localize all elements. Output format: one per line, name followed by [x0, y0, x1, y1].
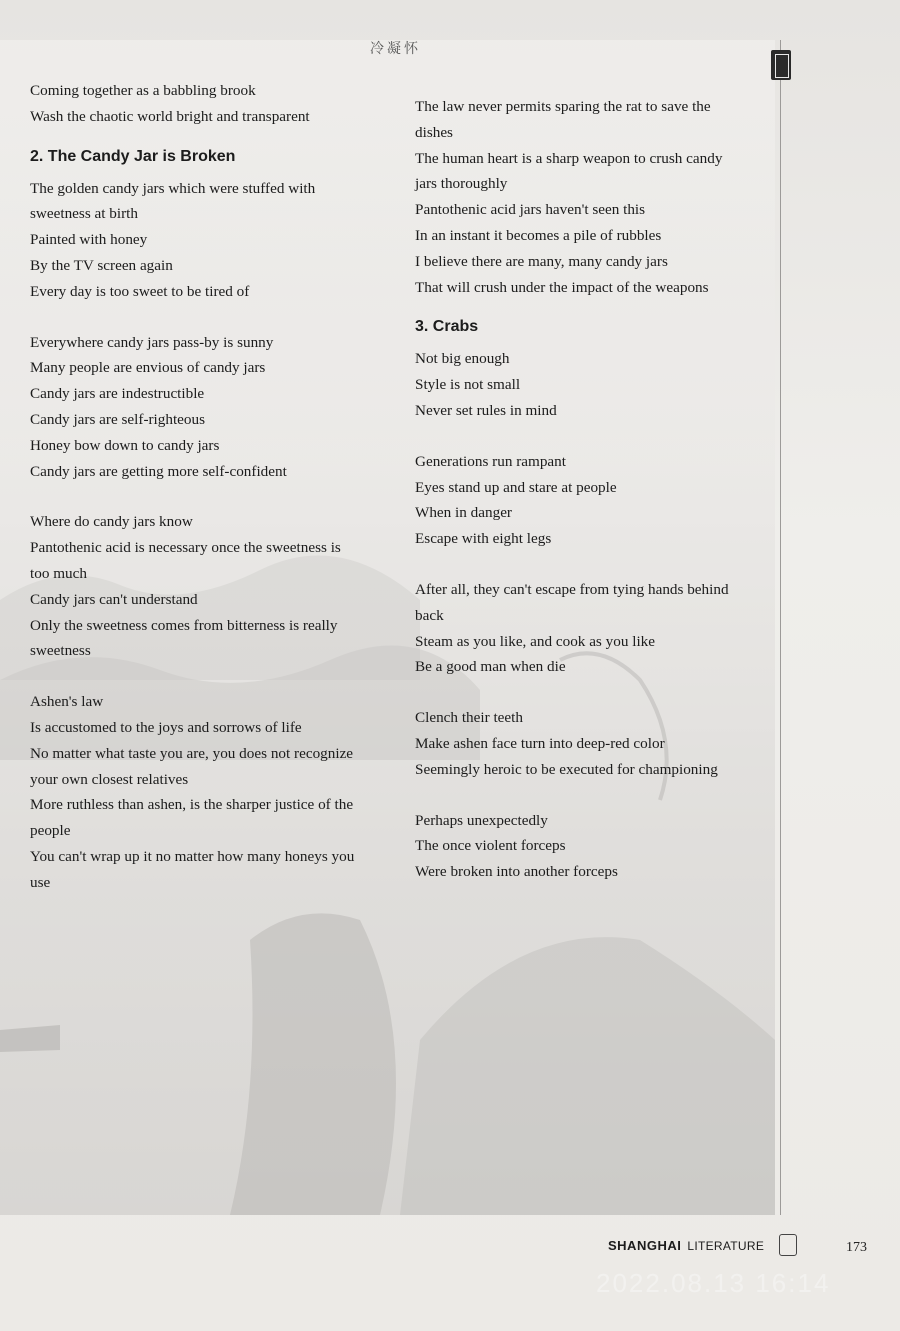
- poem-line: Where do candy jars know: [30, 513, 193, 531]
- poem-line: Steam as you like, and cook as you like: [415, 632, 655, 650]
- poem-line: The law never permits sparing the rat to save the: [415, 98, 711, 115]
- section-logo-icon: [771, 50, 791, 80]
- magazine-brand: [608, 1238, 764, 1253]
- poem-line: Eyes stand up and stare at people: [415, 478, 617, 496]
- poem-line: After all, they can't escape from tying hands behind: [415, 580, 729, 598]
- poem-line: In an instant it becomes a pile of rubbles: [415, 226, 662, 244]
- poem-line: Candy jars are self-righteous: [30, 410, 206, 428]
- magazine-logo-icon: [779, 1234, 797, 1256]
- poem-line: Candy jars are indestructible: [30, 385, 205, 403]
- poem-line: Is accustomed to the joys and sorrows of life: [30, 718, 302, 736]
- poem-line: When in danger: [415, 504, 512, 522]
- poem-line: sweetness at birth: [30, 205, 138, 223]
- poem-line: back: [415, 606, 444, 624]
- poem-line: Many people are envious of candy jars: [30, 359, 266, 377]
- section-heading-crabs: 3. Crabs: [415, 318, 479, 336]
- poem-line: jars thoroughly: [415, 175, 508, 193]
- poem-line: Candy jars can't understand: [30, 590, 198, 608]
- poem-line: Perhaps unexpectedly: [415, 811, 548, 829]
- poem-line: Every day is too sweet to be tired of: [30, 282, 250, 300]
- poem-line: Pantothenic acid jars haven't seen this: [415, 201, 646, 219]
- poem-line: people: [30, 822, 71, 840]
- poem-line: Only the sweetness comes from bitterness is really: [30, 616, 338, 634]
- poem-line: Candy jars are getting more self-confident: [30, 462, 287, 480]
- poem-line: Everywhere candy jars pass-by is sunny: [30, 333, 274, 351]
- poem-line: use: [30, 873, 51, 891]
- brand-shanghai: SHANGHAI: [608, 1238, 682, 1253]
- poem-line: The golden candy jars which were stuffed with: [30, 179, 316, 197]
- poem-line: Escape with eight legs: [415, 530, 552, 548]
- poem-line: More ruthless than ashen, is the sharper justice of the: [30, 796, 354, 814]
- poem-line: The once violent forceps: [415, 837, 566, 855]
- brand-literature: LITERATURE: [687, 1239, 765, 1253]
- poem-line: Honey bow down to candy jars: [30, 436, 220, 454]
- section-heading-candy-jar: 2. The Candy Jar is Broken: [30, 147, 236, 165]
- poem-line: Make ashen face turn into deep-red color: [415, 734, 665, 752]
- running-header: 冷凝怀: [370, 41, 421, 57]
- right-column: [415, 94, 767, 885]
- poem-line: By the TV screen again: [30, 256, 173, 274]
- left-column: [30, 78, 382, 896]
- poem-line: too much: [30, 564, 87, 582]
- poem-line: Ashen's law: [30, 693, 104, 711]
- poem-line: I believe there are many, many candy jars: [415, 252, 668, 270]
- photo-timestamp: 2022.08.13 16:14: [596, 1268, 831, 1298]
- poem-line: Painted with honey: [30, 231, 148, 249]
- poem-line: No matter what taste you are, you does not recognize: [30, 744, 354, 762]
- poem-line: Seemingly heroic to be executed for championing: [415, 760, 718, 778]
- poem-line: your own closest relatives: [30, 770, 189, 788]
- poem-line: Style is not small: [415, 376, 521, 394]
- poem-line: Be a good man when die: [415, 658, 566, 676]
- poem-line: sweetness: [30, 642, 91, 660]
- poem-line: You can't wrap up it no matter how many honeys you: [30, 847, 355, 865]
- poem-line: Not big enough: [415, 350, 510, 368]
- poem-line: Never set rules in mind: [415, 401, 557, 419]
- column-rule: [780, 40, 781, 1215]
- poem-line: The human heart is a sharp weapon to crush candy: [415, 149, 723, 167]
- poem-line: Generations run rampant: [415, 452, 566, 470]
- page-number: 173: [846, 1240, 867, 1255]
- poem-line: Wash the chaotic world bright and transparent: [30, 107, 310, 125]
- poem-line: That will crush under the impact of the weapons: [415, 278, 709, 296]
- poem-line: Were broken into another forceps: [415, 863, 618, 881]
- poem-line: Coming together as a babbling brook: [30, 82, 256, 99]
- poem-line: Clench their teeth: [415, 709, 523, 727]
- poem-line: dishes: [415, 123, 453, 141]
- poem-line: Pantothenic acid is necessary once the sweetness is: [30, 539, 341, 557]
